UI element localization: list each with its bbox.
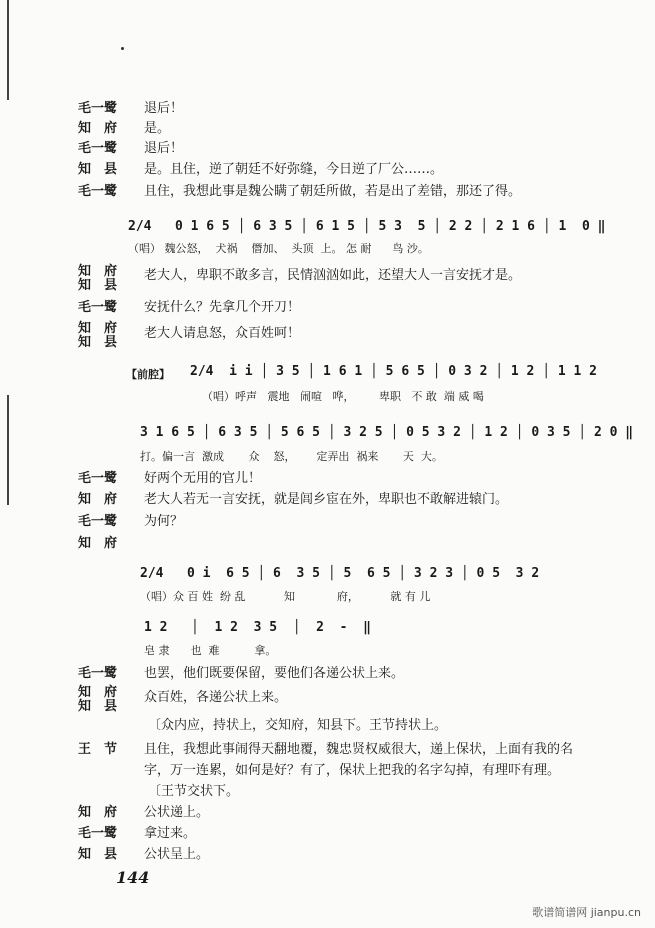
- speaker-zhifu: 知 府: [78, 536, 118, 551]
- dialogue-line: 众百姓，各递公状上来。: [144, 690, 288, 705]
- dialogue-line: 且住，我想此事闹得天翻地覆，魏忠贤权威很大，递上保状，上面有我的名: [144, 742, 574, 757]
- speaker-maoyilu: 毛一鹭: [78, 300, 118, 315]
- speaker-zhifu-zhixian: 知 府 知 县: [78, 321, 118, 350]
- dialogue-line: 老大人，卑职不敢多言，民情汹汹如此，还望大人一言安抚才是。: [144, 268, 522, 283]
- dialogue-line: 老大人请息怒，众百姓呵！: [144, 326, 301, 341]
- stage-direction: 〔众内应，持状上，交知府，知县下。王节持状上。: [148, 718, 448, 733]
- dialogue-line: 字，万一连累，如何是好？有了，保状上把我的名字勾掉，有理吓有理。: [144, 763, 561, 778]
- speaker-maoyilu: 毛一鹭: [78, 666, 118, 681]
- dialogue-line: 为何？: [144, 514, 184, 529]
- speaker-wangjie: 王 节: [78, 742, 118, 757]
- dialogue-line: 退后！: [144, 101, 184, 116]
- dialogue-line: 老大人若无一言安抚，就是闾乡宦在外，卑职也不敢解进辕门。: [144, 492, 509, 507]
- jianpu-lyrics: （唱）呼声 震地 闹喧 哗， 卑职 不 敢 端 威 喝: [202, 390, 484, 403]
- speaker-zhixian: 知 县: [78, 847, 118, 862]
- binding-rule-top: [7, 0, 9, 100]
- dialogue-line: 公状递上。: [144, 805, 210, 820]
- jianpu-lyrics: （唱）众 百 姓 纷 乱 知 府， 就 有 儿: [140, 590, 431, 603]
- dialogue-line: 是。且住，逆了朝廷不好弥缝，今日逆了厂公……。: [144, 162, 444, 177]
- jianpu-notes: 3 1 6 5 │ 6 3 5 │ 5 6 5 │ 3 2 5 │ 0 5 3 2 │ 1 2 │ 0 3 5 │ 2 0 ‖: [140, 425, 634, 440]
- speaker-zhixian: 知 县: [78, 162, 118, 177]
- speaker-zhifu-zhixian: 知 府 知 县: [78, 264, 118, 293]
- binding-rule-bottom: [7, 395, 9, 505]
- dialogue-line: 拿过来。: [144, 826, 197, 841]
- jianpu-notes: 1 2 │ 1 2 3 5 │ 2 - ‖: [144, 620, 371, 635]
- speaker-maoyilu: 毛一鹭: [78, 184, 118, 199]
- page-number: 144: [116, 868, 150, 887]
- dialogue-line: 退后！: [144, 141, 184, 156]
- dialogue-line: 好两个无用的官儿！: [144, 471, 262, 486]
- dialogue-line: 安抚什么？先拿几个开刀！: [144, 300, 301, 315]
- jianpu-lyrics: 皂 隶 也 难 拿。: [144, 644, 277, 657]
- speaker-maoyilu: 毛一鹭: [78, 141, 118, 156]
- watermark: 歌谱简谱网 jianpu.cn: [532, 906, 641, 919]
- binding-mark: [121, 47, 124, 50]
- dialogue-line: 公状呈上。: [144, 847, 210, 862]
- speaker-zhifu: 知 府: [78, 121, 118, 136]
- stage-direction: 〔王节交状下。: [148, 784, 240, 799]
- speaker-zhifu: 知 府: [78, 492, 118, 507]
- dialogue-line: 且住，我想此事是魏公瞒了朝廷所做，若是出了差错，那还了得。: [144, 184, 522, 199]
- jianpu-notes: 2/4 0 1 6 5 │ 6 3 5 │ 6 1 5 │ 5 3 5 │ 2 2 │ 2 1 6 │ 1 0 ‖: [128, 219, 606, 234]
- aria-label: 【前腔】: [126, 368, 170, 381]
- speaker-zhifu-zhixian: 知 府 知 县: [78, 685, 118, 714]
- jianpu-lyrics: （唱） 魏公怒， 犬祸 僭加、 头顶 上。 怎 耐 鸟 沙。: [128, 242, 429, 255]
- jianpu-notes: 2/4 i i │ 3 5 │ 1 6 1 │ 5 6 5 │ 0 3 2 │ 1 2 │ 1 1 2: [190, 364, 597, 379]
- dialogue-line: 也罢，他们既要保留，要他们各递公状上来。: [144, 666, 405, 681]
- jianpu-notes: 2/4 0 i 6 5 │ 6 3 5 │ 5 6 5 │ 3 2 3 │ 0 5 3 2: [140, 566, 540, 581]
- speaker-zhifu: 知 府: [78, 805, 118, 820]
- speaker-maoyilu: 毛一鹭: [78, 826, 118, 841]
- speaker-maoyilu: 毛一鹭: [78, 471, 118, 486]
- speaker-maoyilu: 毛一鹭: [78, 514, 118, 529]
- dialogue-line: 是。: [144, 121, 171, 136]
- speaker-maoyilu: 毛一鹭: [78, 101, 118, 116]
- jianpu-lyrics: 打。偏一言 激成 众 怒， 定弄出 祸来 天 大。: [140, 450, 443, 463]
